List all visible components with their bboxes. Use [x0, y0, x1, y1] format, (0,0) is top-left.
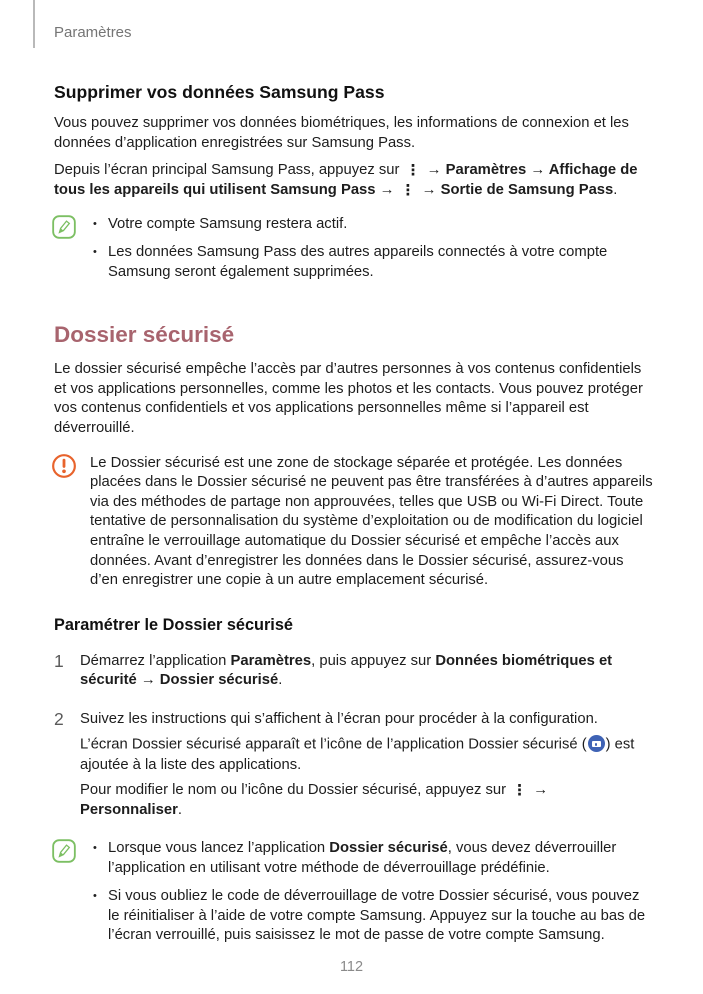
section-heading-supprimer-samsung-pass: Supprimer vos données Samsung Pass	[54, 82, 385, 102]
page-header	[0, 0, 703, 48]
header-divider	[33, 0, 35, 48]
note-body	[90, 215, 653, 291]
step-row	[54, 652, 653, 697]
samsung-pass-intro-paragraph: Vous pouvez supprimer vos données biométriques, les informations de connexion et les données d’application enregistrées sur Samsung Pass.	[54, 115, 629, 151]
step-text: L’écran Dossier sécurisé apparaît et l’icône de l’application Dossier sécurisé ( ) est ajoutée à la liste des applications.	[80, 736, 635, 773]
note-body	[90, 839, 653, 954]
chapter-heading-dossier-securise: Dossier sécurisé	[54, 322, 235, 348]
more-vertical-icon	[512, 783, 527, 798]
step-body	[80, 710, 653, 826]
note-bullet-list	[90, 839, 653, 945]
list-item: • Lorsque vous lancez l’application Dossier sécurisé, vous devez déverrouiller l’application en utilisant votre méthode de déverrouillage prédéfinie.	[90, 839, 653, 878]
page-footer	[0, 958, 703, 976]
step-number: 2	[54, 708, 64, 729]
warning-callout	[54, 454, 653, 591]
pencil-note-icon	[51, 214, 77, 240]
exclamation-circle-icon	[51, 453, 77, 479]
list-item: • Les données Samsung Pass des autres appareils connectés à votre compte Samsung seront également supprimées.	[90, 243, 653, 282]
list-item: • Votre compte Samsung restera actif.	[90, 215, 653, 235]
page-content	[0, 82, 703, 954]
step-text: Démarrez l’application Paramètres, puis appuyez sur Données biométriques et sécurité → Dossier sécurisé.	[80, 652, 613, 689]
step-body	[80, 652, 653, 697]
pencil-note-icon	[51, 838, 77, 864]
note-bullet-list	[90, 215, 653, 282]
more-vertical-icon	[406, 163, 421, 178]
note-callout-dossier-securise	[54, 839, 653, 954]
warning-paragraph: Le Dossier sécurisé est une zone de stockage séparée et protégée. Les données placées dans le Dossier sécurisé ne peuvent pas être transférées à d’autres appareils via des méthodes de partage non approuvées, telles que USB ou Wi-Fi Direct. Toute tentative de personnalisation du système d’exploitation ou de modification du logiciel entraîne le verrouillage automatique du Dossier sécurisé et empêche l’accès aux données. Avant d’enregistrer les données dans le Dossier sécurisé, assurez-vous d’en enregistrer une copie à un autre emplacement sécurisé.	[90, 454, 653, 589]
list-item: • Si vous oubliez le code de déverrouillage de votre Dossier sécurisé, vous pouvez le réinitialiser à l’aide de votre compte Samsung. Appuyez sur la touche au bas de l’écran verrouillé, puis saisissez le mot de passe de votre compte Samsung.	[90, 887, 653, 946]
dossier-securise-intro-paragraph: Le dossier sécurisé empêche l’accès par d’autres personnes à vos contenus confidentiels et vos applications personnelles, comme les photos et les contacts. Vous pouvez protéger vos contenus confidentiels et vos applications personnelles même si l’appareil est déverrouillé.	[54, 361, 643, 436]
breadcrumb: Paramètres	[54, 24, 132, 41]
samsung-pass-path-paragraph: Depuis l’écran principal Samsung Pass, appuyez sur ⋮ → Paramètres → Affichage de tous les appareils qui utilisent Samsung Pass → ⋮ → Sortie de Samsung Pass.	[54, 161, 653, 200]
step-text: Suivez les instructions qui s’affichent à l’écran pour procéder à la configuration.	[80, 710, 598, 727]
warning-body	[90, 454, 653, 591]
secure-folder-icon	[588, 735, 605, 752]
step-row	[54, 710, 653, 826]
setup-steps	[54, 652, 653, 827]
step-text: Pour modifier le nom ou l’icône du Dossier sécurisé, appuyez sur ⋮ → Personnaliser.	[80, 781, 653, 820]
subsection-heading-parametrer: Paramétrer le Dossier sécurisé	[54, 615, 293, 634]
note-callout-samsung-pass	[54, 215, 653, 291]
page-number: 112	[339, 959, 364, 975]
step-number: 1	[54, 650, 64, 671]
more-vertical-icon	[401, 183, 416, 198]
